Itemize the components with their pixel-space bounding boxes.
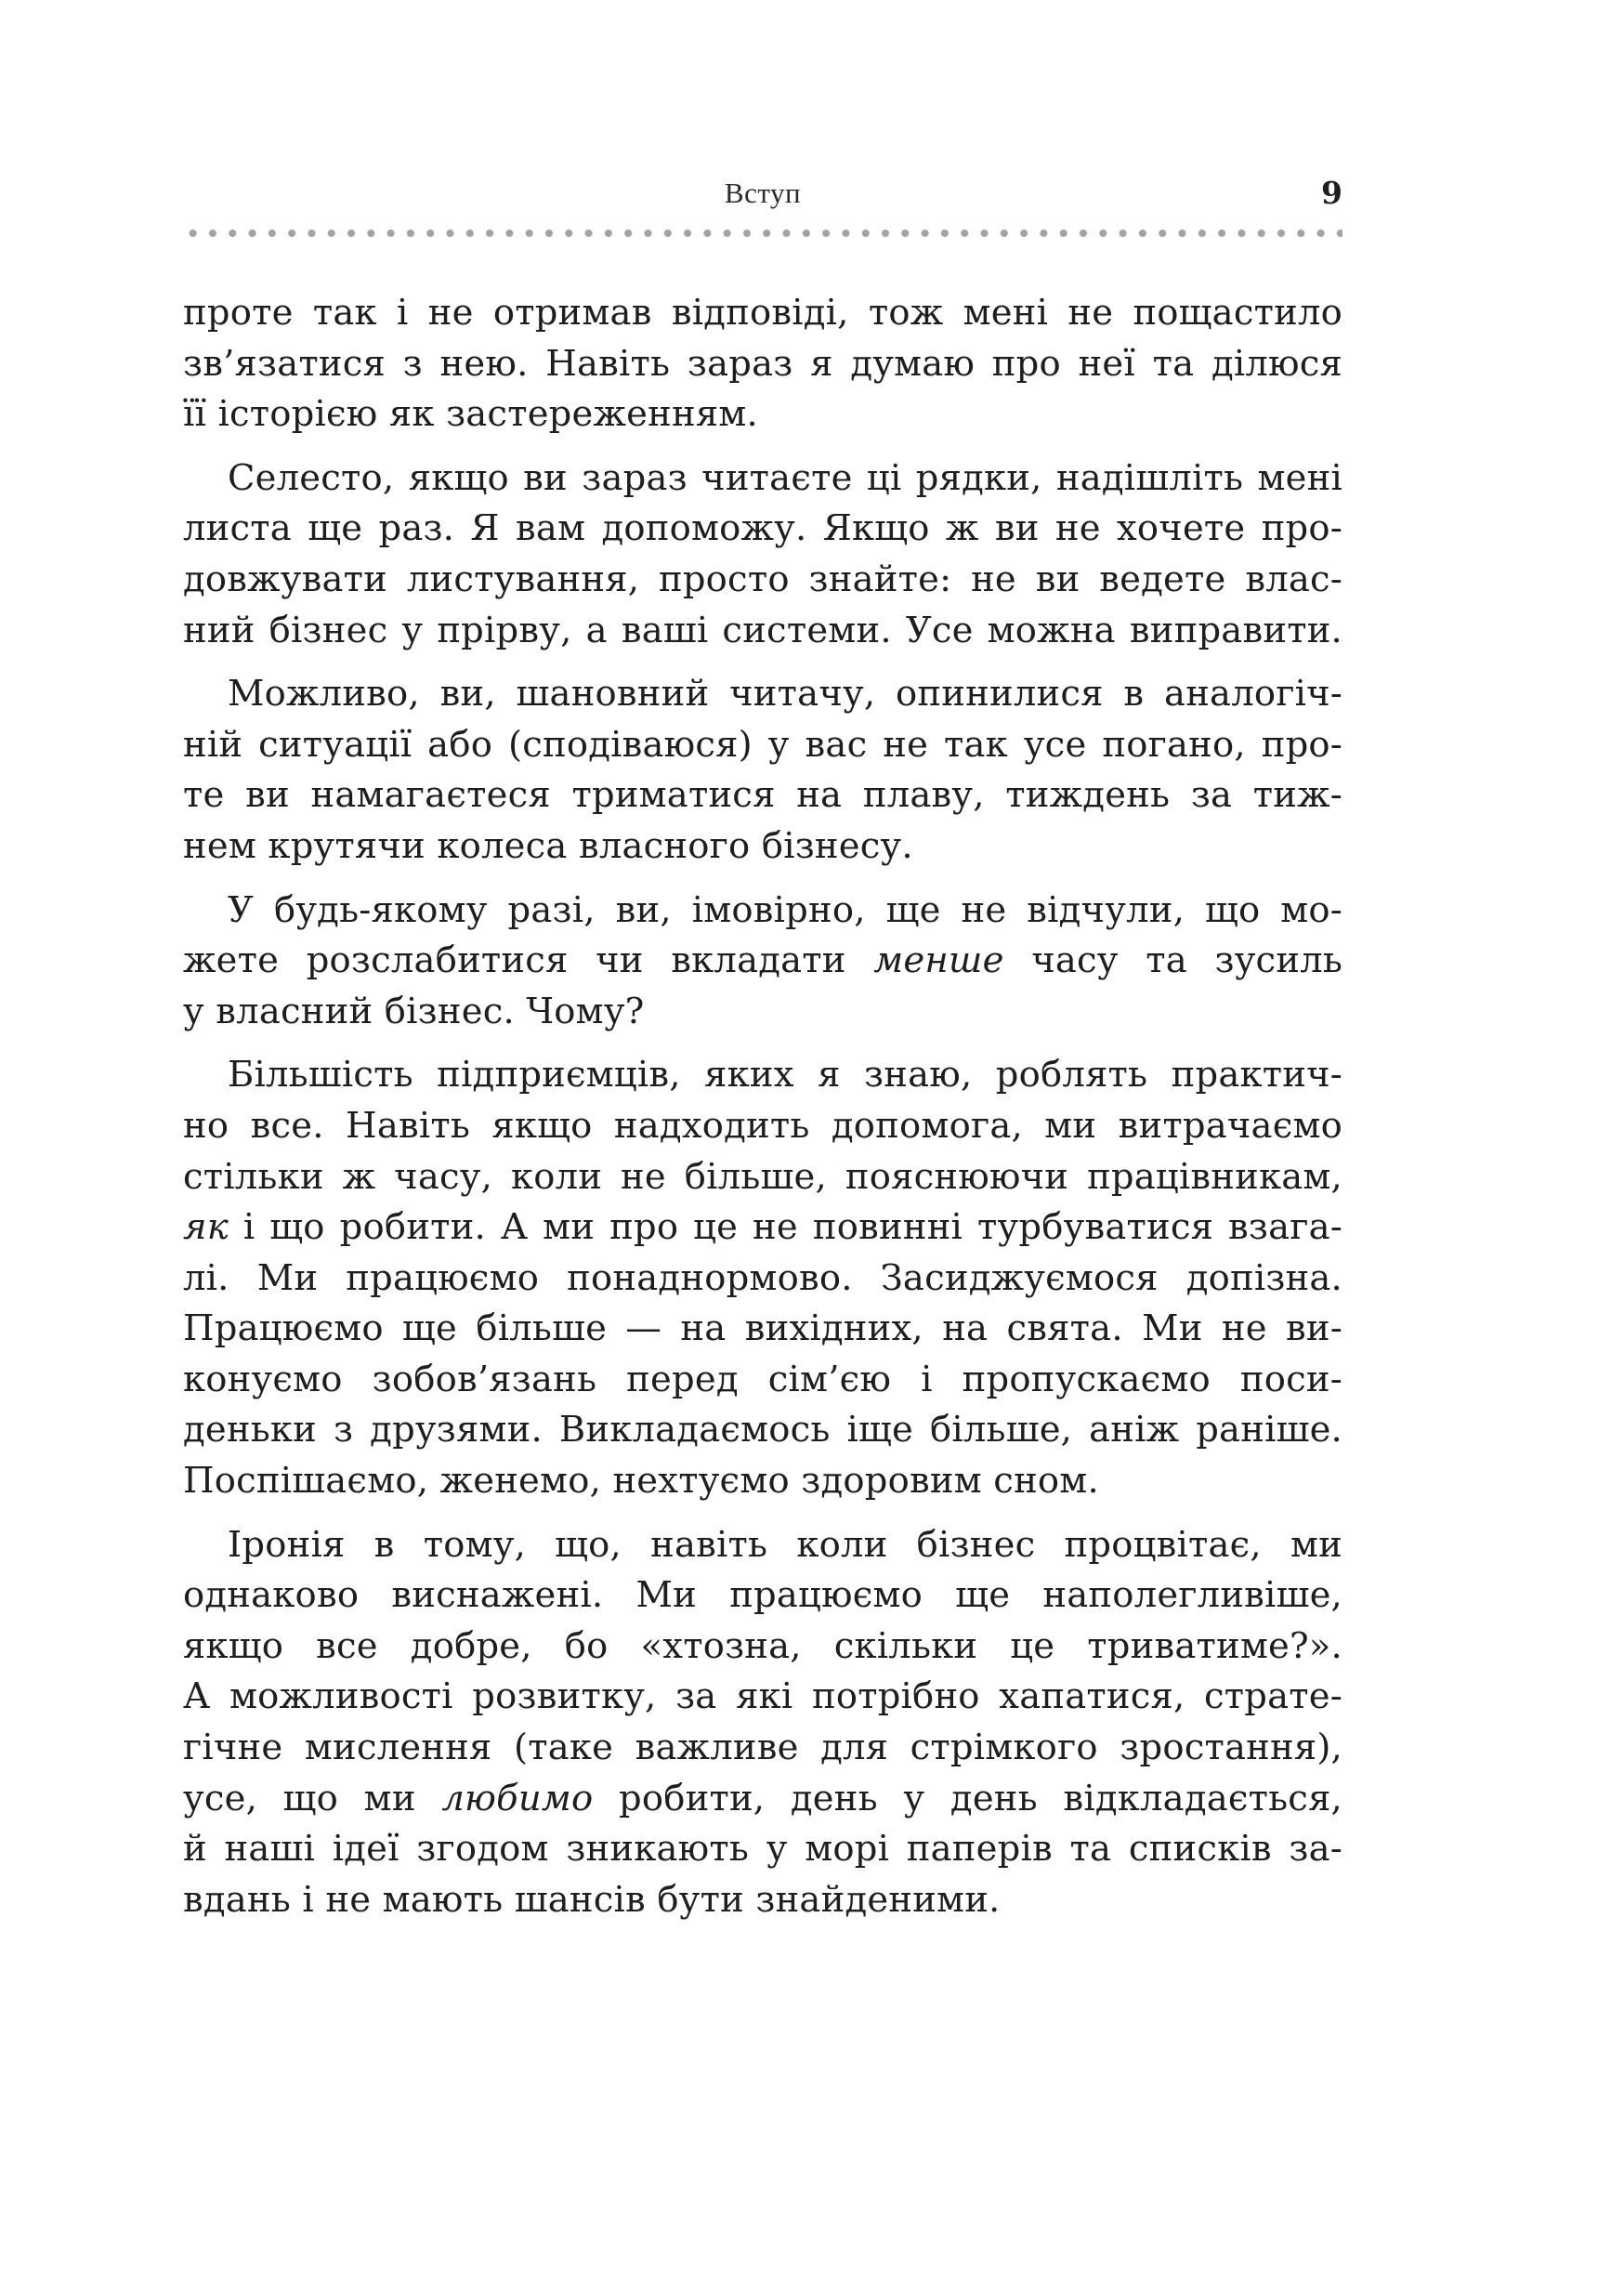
text-line: Селесто, якщо ви зараз читаєте ці рядки, надішліть мені [228,456,1342,499]
text-line: у власний бізнес. Чому? [183,990,645,1032]
text-line: нем крутячи колеса власного бізнесу. [183,824,913,867]
text-line: Поспішаємо, женемо, нехтуємо здоровим сном. [183,1460,1099,1503]
paragraph-4 [183,886,1342,1038]
text-line: листа ще раз. Я вам допоможу. Якщо ж ви не хочете про- [183,507,1342,550]
text-line: У будь-якому разі, ви, імовірно, ще не відчули, що мо- [228,888,1342,931]
text-line: но все. Навіть якщо надходить допомога, ми витрачаємо [183,1104,1342,1147]
text-span: жете розслабитися чи вкладати [183,939,874,982]
paragraph-5 [183,1050,1342,1506]
text-span: часу та зусиль [1003,939,1342,982]
emphasis-text: менше [873,939,1004,982]
text-line [183,1774,1342,1825]
text-line: Більшість підприємців, яких я знаю, роблять практич- [228,1054,1342,1097]
text-line: Можливо, ви, шановний читачу, опинилися в аналогіч- [228,673,1342,716]
dotted-divider [183,229,1342,238]
text-line: вдань і не мають шансів бути знайденими. [183,1878,1001,1921]
text-line: й наші ідеї згодом зникають у морі паперів та списків за- [183,1828,1342,1871]
text-line: лі. Ми працюємо понаднормово. Засиджуємося допізна. [183,1256,1342,1299]
running-title: Вступ [724,177,802,209]
text-line: деньки з друзями. Викладаємось іще більше, аніж раніше. [183,1409,1342,1451]
paragraph-1 [183,288,1342,440]
emphasis-text: як [183,1206,229,1249]
text-line: якщо все добре, бо «хтозна, скільки це триватиме?». [183,1624,1342,1667]
text-line: її історією як застереженням. [183,393,758,436]
text-line: однаково виснажені. Ми працюємо ще наполегливіше, [183,1574,1342,1617]
text-line [183,936,1342,987]
text-line: стільки ж часу, коли не більше, пояснюючи працівникам, [183,1155,1342,1198]
text-line: те ви намагаєтеся триматися на плаву, тиждень за тиж- [183,774,1342,817]
paragraph-3 [183,669,1342,872]
text-line: Працюємо ще більше — на вихідних, на свята. Ми не ви- [183,1307,1342,1350]
page-number: 9 [1321,175,1342,211]
text-span: усе, що ми [183,1777,442,1819]
text-line: Іронія в тому, що, навіть коли бізнес процвітає, ми [228,1523,1342,1566]
body-text [183,288,1342,1925]
text-span: робити, день у день відкладається, [593,1777,1342,1819]
text-line: ній ситуації або (сподіваюся) у вас не так усе погано, про- [183,723,1342,766]
text-line: довжувати листування, просто знайте: не ви ведете влас- [183,558,1342,600]
text-line [183,1202,1342,1254]
text-line: проте так і не отримав відповіді, тож мені не пощастило [183,292,1342,334]
paragraph-6 [183,1520,1342,1926]
text-span: і що робити. А ми про це не повинні турбуватися взага- [228,1206,1342,1249]
text-line: зв’язатися з нею. Навіть зараз я думаю про неї та ділюся [183,342,1342,385]
text-line: А можливості розвитку, за які потрібно хапатися, страте- [183,1675,1342,1718]
text-line: гічне мислення (таке важливе для стрімкого зростання), [183,1727,1342,1769]
emphasis-text: любимо [441,1777,594,1819]
text-line: конуємо зобов’язань перед сім’єю і пропускаємо поси- [183,1358,1342,1400]
text-line: ний бізнес у прірву, а ваші системи. Усе можна виправити. [183,609,1342,651]
page-header [183,177,1342,232]
paragraph-2 [183,453,1342,656]
